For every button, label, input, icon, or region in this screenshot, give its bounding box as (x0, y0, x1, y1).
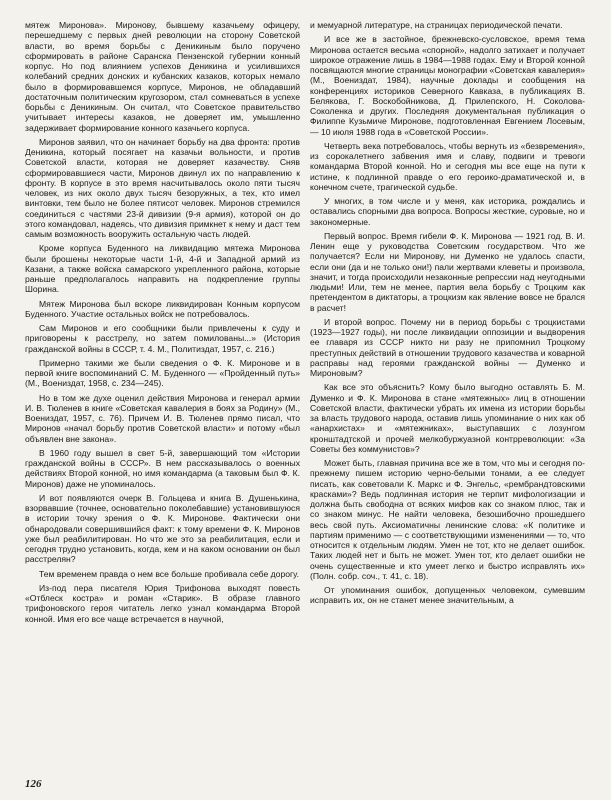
paragraph: Четверть века потребовалось, чтобы вернуть из «безвремения», из сорокалетнего забвения имя и славу, подвиги и тревоги командарма Второй конной. Но и сегодня мы все еще на пути к истине, к подлинной правде о его героико-драматической и, в конечном счете, трагической судьбе. (310, 140, 585, 192)
paragraph: Как все это объяснить? Кому было выгодно оставлять Б. М. Думенко и Ф. К. Миронова в стане «мятежных» лиц в отношении Советской власти, фактически убрать их имена из истории борьбы за власть трудового народа, оставив лишь упоминание о них как об «анархистах» и «мятежниках», выступавших с лозунгом кронштадтской и прочей мелкобуржуазной контрреволюции: «За Советы без коммунистов»? (310, 382, 585, 454)
paragraph: Первый вопрос. Время гибели Ф. К. Миронова — 1921 год. В. И. Ленин еще у руководства Советским государством. Что же получается? Если ни Миронову, ни Думенко не удалось спасти, если они (да и не только они!) пали жертвами клеветы и произвола, значит, и тогда происходили незаконные репрессии над неугодными людьми! Или, тем не менее, партия вела борьбу с Троцким как претендентом в диктаторы, а троцкизм как явление вовсе не брался в расчет! (310, 230, 585, 313)
paragraph: Может быть, главная причина все же в том, что мы и сегодня по-прежнему пишем историю черно-белыми тонами, а ее следует писать, как советовали К. Маркс и Ф. Энгельс, «рембрандтовскими красками»? Ведь подлинная история не терпит мифологизации и должна быть свободна от всяких мифов как со знаком плюс, так и со знаком минус. Не найти человека, безошибочно прошедшего весь свой путь. Аксиоматичны ленинские слова: «К политике и партиям применимо — с соответствующими изменениями — то, что относится к отдельным людям. Умен не тот, кто не делает ошибок. Таких людей нет и быть не может. Умен тот, кто делает ошибки не очень существенные и кто умеет легко и быстро исправлять их» (Полн. собр. соч., т. 41, с. 18). (310, 458, 585, 581)
paragraph: Но в том же духе оценил действия Миронова и генерал армии И. В. Тюленев в книге «Советская кавалерия в боях за Родину» (М., Воениздат, 1957, с. 76). Причем И. В. Тюленев прямо писал, что Миронов «начал борьбу против Советской власти» и потому «был объявлен вне закона». (25, 392, 300, 444)
paragraph: Из-под пера писателя Юрия Трифонова выходят повесть «Отблеск костра» и роман «Старик». В образе главного трифоновского героя читатель легко узнал командарма Второй конной. Имя его все чаще встречается в научной, (25, 582, 300, 624)
paragraph: И все же в застойное, брежневско-сусловское, время тема Миронова остается весьма «спорной», надолго затихает и получает широкое отражение лишь в 1984—1988 годах. Ему и Второй конной посвящаются многие страницы монографии «Советская кавалерия» (М., Воениздат, 1984), научные доклады и сообщения на конференциях историков Северного Кавказа, в публикациях В. Белякова, Г. Воскобойникова, Д. Прилепского, Н. Соколова-Соколенка и других. Последняя документальная публикация о Филиппе Кузьмиче Миронове, подготовленная Евгением Лосевым, — 10 июля 1988 года в «Советской России». (310, 34, 585, 137)
right-column (310, 20, 585, 610)
paragraph: У многих, в том числе и у меня, как историка, рождались и оставались спорными два вопроса. Вопросы жесткие, суровые, но и закономерные. (310, 196, 585, 227)
paragraph: В 1960 году вышел в свет 5-й, завершающий том «Истории гражданской войны в СССР». В нем рассказывалось о военных действиях Второй конной, но имя командарма (а таковым был Ф. К. Миронов) даже не упоминалось. (25, 447, 300, 489)
paragraph: Примерно такими же были сведения о Ф. К. Миронове и в первой книге воспоминаний С. М. Буденного — «Пройденный путь» (М., Воениздат, 1958, с. 234—245). (25, 357, 300, 389)
paragraph: От упоминания ошибок, допущенных человеком, сумевшим исправить их, он не станет менее значительным, а (310, 585, 585, 606)
paragraph: мятеж Миронова». Миронову, бывшему казачьему офицеру, перешедшему с первых дней революции на сторону Советской власти, во время борьбы с Деникиным было поручено сформировать в районе Саранска Пензенской губернии конный корпус. Но под влиянием успехов Деникина и усилившихся колебаний средних донских и кубанских казаков, которых немало было в формировавшемся корпусе, Миронов, не обладавший достаточным политическим кругозором, стал сомневаться в успехе борьбы с Деникиным. Он считал, что Советское правительство учитывает интересы казаков, не доверяет им, умышленно задерживает формирование конного казачьего корпуса. (25, 20, 300, 133)
paragraph: И второй вопрос. Почему ни в период борьбы с троцкистами (1923—1927 годы), ни после ликвидации оппозиции и выдворения ее главаря из СССР никто ни разу не припомнил Троцкому преступных действий в отношении трудового казачества и коварной расправы над героями гражданской войны — Думенко и Мироновым? (310, 316, 585, 378)
left-column (25, 20, 300, 628)
paragraph: Мятеж Миронова был вскоре ликвидирован Конным корпусом Буденного. Участие остальных войск не потребовалось. (25, 298, 300, 319)
page-number: 126 (25, 778, 42, 790)
paragraph: и мемуарной литературе, на страницах периодической печати. (310, 20, 563, 30)
paragraph: Миронов заявил, что он начинает борьбу на два фронта: против Деникина, который посягает на казачьи вольности, и против Советской власти, которая не доверяет казачеству. Сняв сформировавшиеся части, Миронов двинул их по направлению к фронту. В корпусе в это время насчитывалось около пяти тысяч человек, из них около двух тысяч безоружных, а тех, кто имел винтовки, тем было не более пятисот человек. Миронов стремился соединиться с частями 23-й дивизии (9-я армия), которой он до этого командовал, надеясь, что дивизия примкнет к нему и даст тем самым возможность вооружить остальную часть людей. (25, 136, 300, 239)
paragraph: И вот появляются очерк В. Гольцева и книга В. Душенькина, взорвавшие (точнее, основательно поколебавшие) установившуюся в истории точку зрения о Ф. К. Миронове. Фактически они обнародовали совершившийся факт: к тому времени Ф. К. Миронов уже был реабилитирован. Но что же это за реабилитация, если и сегодня трудно установить, когда, кем и на каком основании он был расстрелян? (25, 492, 300, 565)
paragraph: Кроме корпуса Буденного на ликвидацию мятежа Миронова были брошены некоторые части 1-й, 4-й и Западной армий из Казани, а также войска самарского укрепленного района, которые раньше предполагалось направить на подкрепление группы Шорина. (25, 243, 300, 295)
paragraph: Сам Миронов и его сообщники были привлечены к суду и приговорены к расстрелу, но затем помилованы...» (История гражданской войны в СССР, т. 4. М., Политиздат, 1957, с. 216.) (25, 323, 300, 354)
paragraph: Тем временем правда о нем все больше пробивала себе дорогу. (39, 568, 299, 579)
